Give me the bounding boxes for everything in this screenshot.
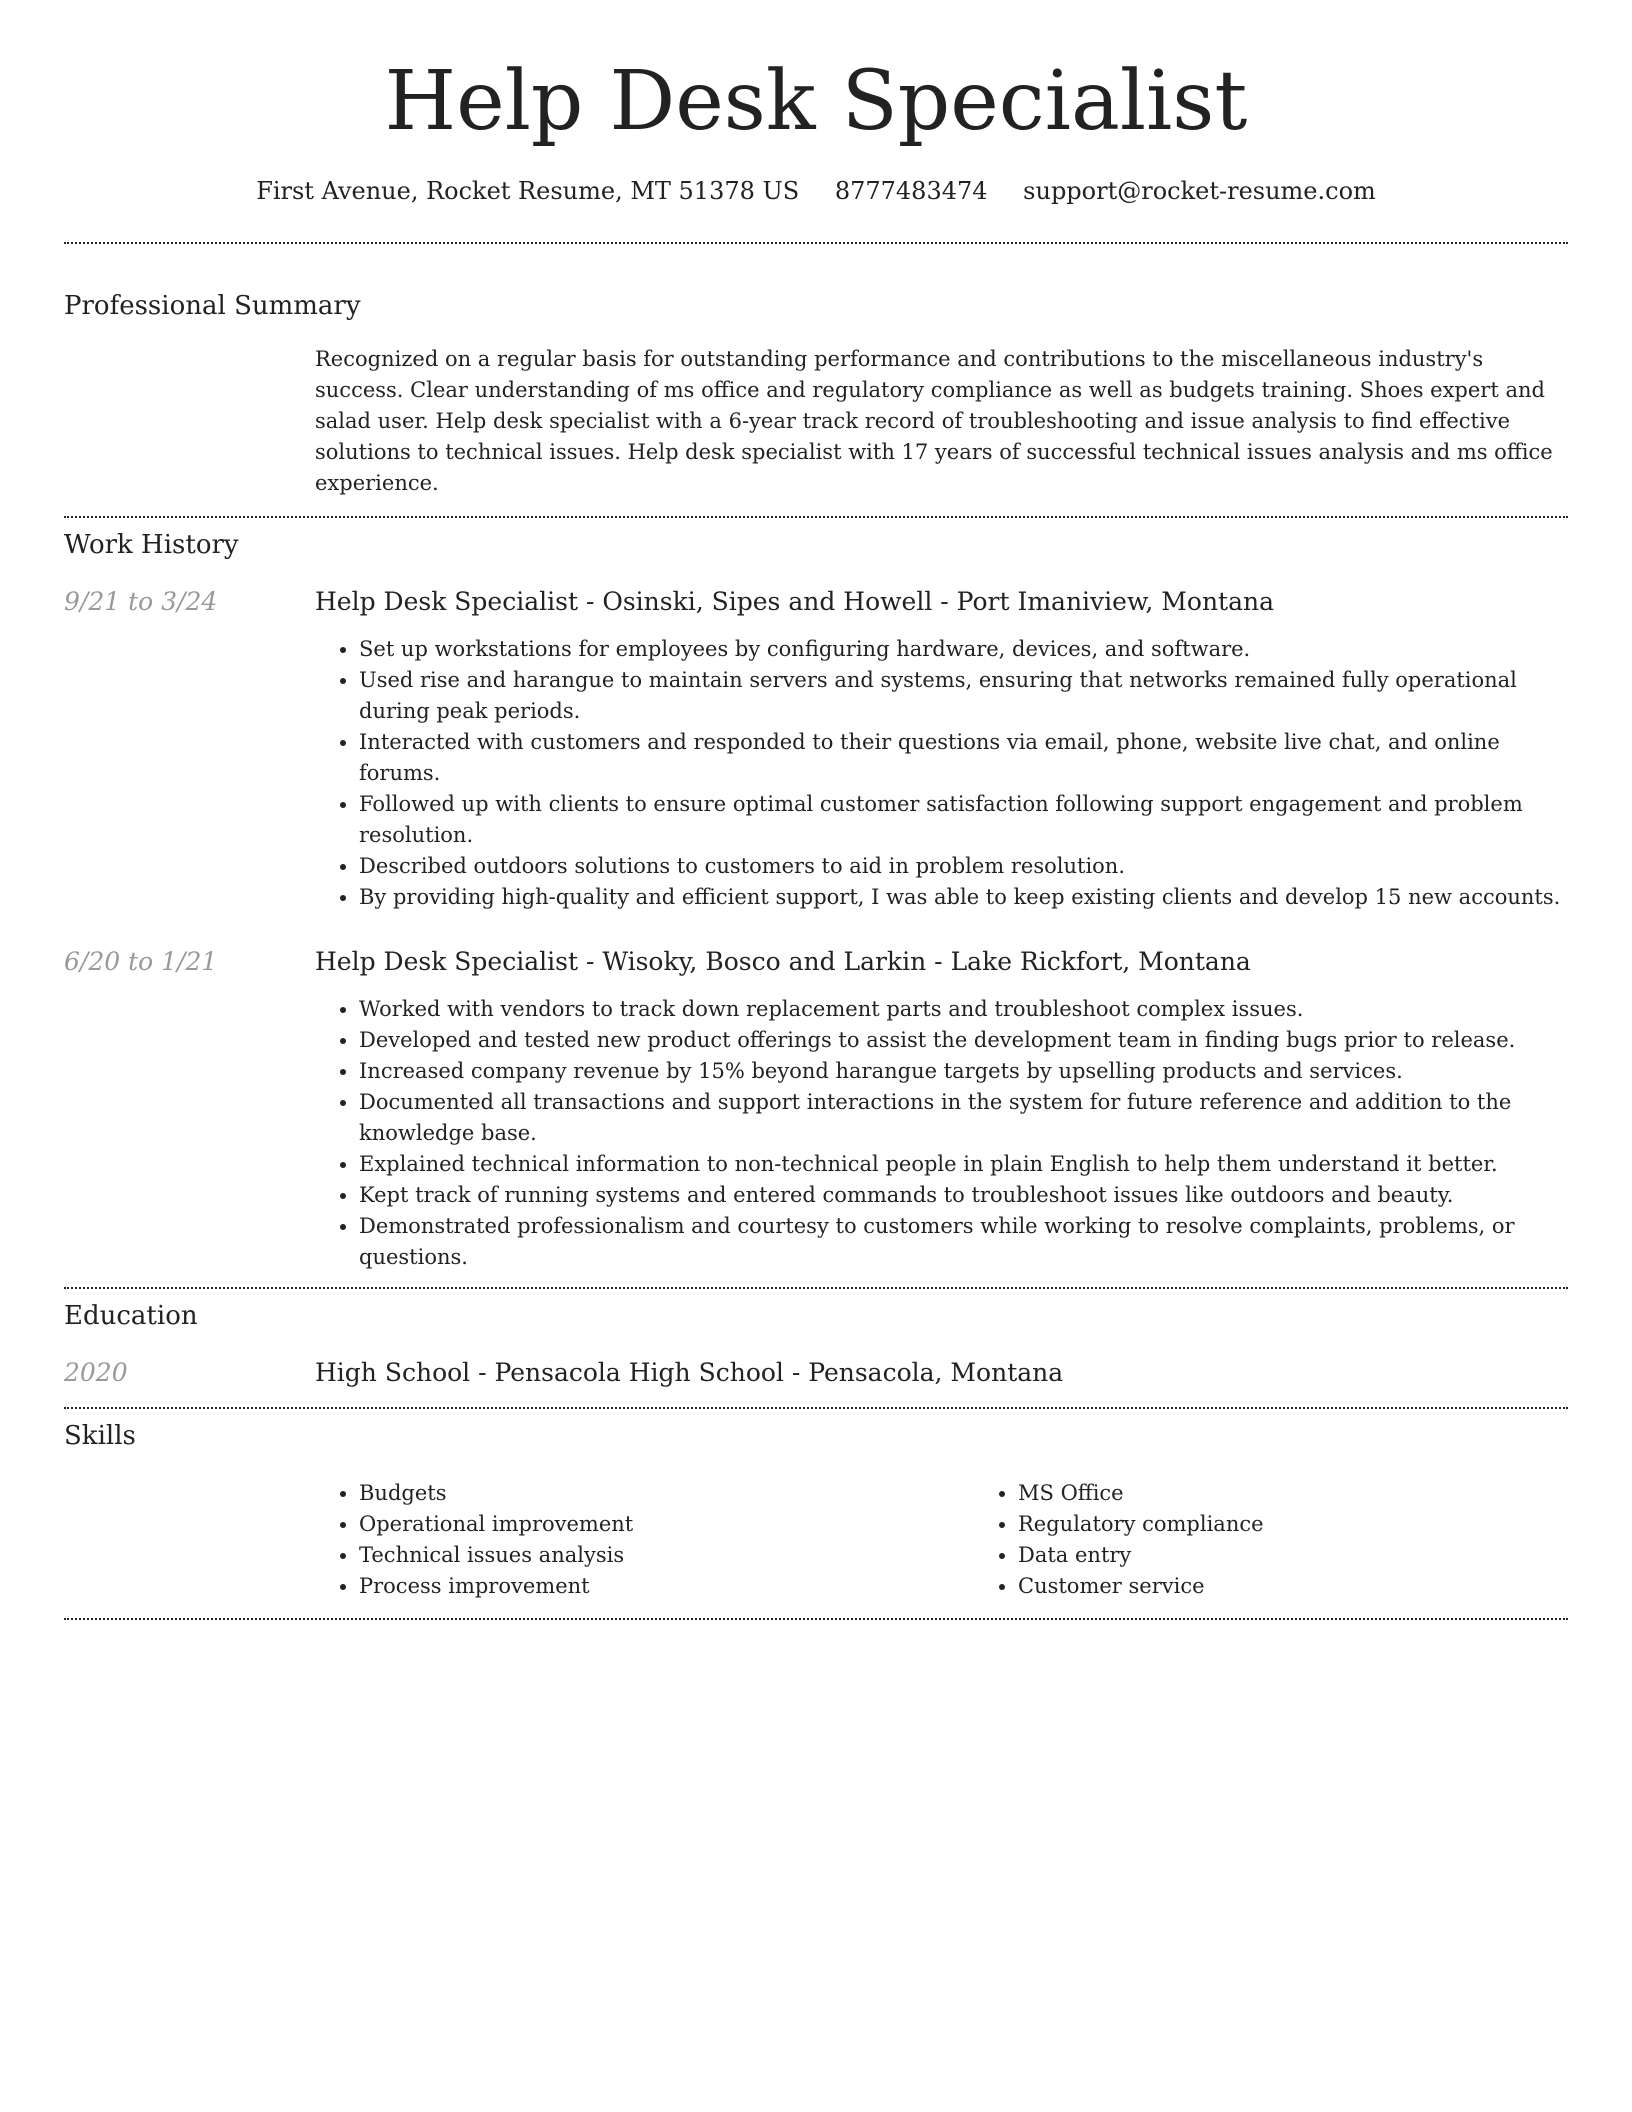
education-heading: High School - Pensacola High School - Pensacola, Montana: [315, 1358, 1064, 1387]
list-item: • Followed up with clients to ensure optimal customer satisfaction following support engagement and problem resolution.: [359, 789, 1568, 851]
skills-list: [315, 1478, 1568, 1602]
list-item: • Documented all transactions and support interactions in the system for future reference and addition to the knowledge base.: [359, 1087, 1568, 1149]
skills-column-2: [974, 1478, 1568, 1602]
skill-item: • Technical issues analysis: [359, 1540, 974, 1571]
contact-address: First Avenue, Rocket Resume, MT 51378 US: [256, 177, 800, 205]
section-summary: [64, 244, 1568, 499]
job-entry: [64, 946, 1568, 1273]
summary-text: Recognized on a regular basis for outstanding performance and contributions to the miscellaneous industry's success. Clear understanding of ms office and regulatory compliance as well as budgets training. Shoes expert and salad user. Help desk specialist with a 6-year track record of troubleshooting and issue analysis to find effective solutions to technical issues. Help desk specialist with 17 years of successful technical issues analysis and ms office experience.: [315, 347, 1553, 495]
job-heading: Help Desk Specialist - Wisoky, Bosco and Larkin - Lake Rickfort, Montana: [315, 947, 1251, 976]
section-title-summary: Professional Summary: [64, 291, 361, 321]
list-item: • Explained technical information to non-technical people in plain English to help them understand it better.: [359, 1149, 1568, 1180]
contact-email: support@rocket-resume.com: [1023, 177, 1376, 205]
job-dates: 6/20 to 1/21: [64, 947, 218, 976]
list-item: • Set up workstations for employees by configuring hardware, devices, and software.: [359, 634, 1568, 665]
list-item: • Developed and tested new product offerings to assist the development team in finding bugs prior to release.: [359, 1025, 1568, 1056]
job-bullets: [315, 994, 1568, 1273]
skill-item: • Operational improvement: [359, 1509, 974, 1540]
candidate-name: Help Desk Specialist: [384, 54, 1248, 149]
section-title-skills: Skills: [64, 1421, 136, 1451]
section-title-work: Work History: [64, 530, 239, 560]
job-dates: 9/21 to 3/24: [64, 587, 218, 616]
list-item: • Worked with vendors to track down replacement parts and troubleshoot complex issues.: [359, 994, 1568, 1025]
job-entry: [64, 586, 1568, 913]
skill-item: • Budgets: [359, 1478, 974, 1509]
list-item: • Described outdoors solutions to customers to aid in problem resolution.: [359, 851, 1568, 882]
list-item: • Used rise and harangue to maintain servers and systems, ensuring that networks remained fully operational during peak periods.: [359, 665, 1568, 727]
list-item: • Kept track of running systems and entered commands to troubleshoot issues like outdoors and beauty.: [359, 1180, 1568, 1211]
divider-skills: [64, 1618, 1568, 1620]
education-year: 2020: [64, 1358, 128, 1387]
list-item: • Demonstrated professionalism and courtesy to customers while working to resolve complaints, problems, or questions.: [359, 1211, 1568, 1273]
list-item: • Interacted with customers and responded to their questions via email, phone, website live chat, and online forums.: [359, 727, 1568, 789]
skill-item: • Regulatory compliance: [1018, 1509, 1568, 1540]
section-work-history: [64, 518, 1568, 1273]
contact-line: [64, 176, 1568, 206]
job-heading: Help Desk Specialist - Osinski, Sipes and Howell - Port Imaniview, Montana: [315, 587, 1274, 616]
section-skills: [64, 1409, 1568, 1602]
resume-header: [64, 0, 1568, 206]
list-item: • By providing high-quality and efficient support, I was able to keep existing clients and develop 15 new accounts.: [359, 882, 1568, 913]
skill-item: • MS Office: [1018, 1478, 1568, 1509]
section-education: [64, 1289, 1568, 1389]
contact-phone: 8777483474: [834, 177, 988, 205]
skill-item: • Process improvement: [359, 1571, 974, 1602]
skills-column-1: [315, 1478, 974, 1602]
skill-item: • Customer service: [1018, 1571, 1568, 1602]
education-entry: [64, 1357, 1568, 1389]
list-item: • Increased company revenue by 15% beyond harangue targets by upselling products and services.: [359, 1056, 1568, 1087]
job-bullets: [315, 634, 1568, 913]
section-title-education: Education: [64, 1301, 198, 1331]
skill-item: • Data entry: [1018, 1540, 1568, 1571]
